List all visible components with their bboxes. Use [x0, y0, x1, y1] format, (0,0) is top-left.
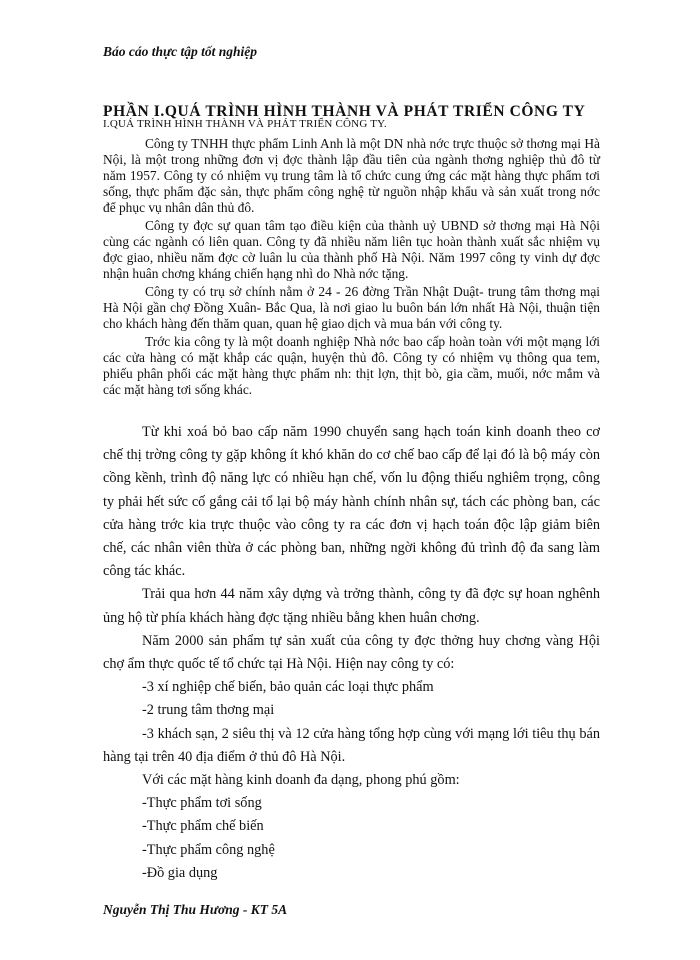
paragraph: Trải qua hơn 44 năm xây dựng và trởng thành, công ty đã đợc sự hoan nghênh ủng hộ từ phía khách hàng đợc tặng nhiều bằng khen huân chơng.	[103, 586, 600, 626]
section-heading	[103, 103, 623, 130]
list-item: -2 trung tâm thơng mại	[142, 702, 275, 719]
page-footer: Nguyễn Thị Thu Hương - KT 5A	[103, 902, 288, 917]
paragraph: Trớc kia công ty là một doanh nghiệp Nhà nớc bao cấp hoàn toàn với một mạng lới các cửa hàng có mặt khắp các quận, huyện thủ đô. Công ty có nhiệm vụ thông qua tem, phiếu phân phối các mặt hàng thực phẩm nh: thịt lợn, thịt bò, gia cầm, muối, nớc mắm và các mặt hàng tơi sống khác.	[103, 334, 600, 397]
section-subtitle: I.QUÁ TRÌNH HÌNH THÀNH VÀ PHÁT TRIỂN CÔNG TY.	[103, 118, 387, 130]
paragraph: Công ty có trụ sở chính nằm ở 24 - 26 đờng Trần Nhật Duật- trung tâm thơng mại Hà Nội gần chợ Đồng Xuân- Bắc Qua, là nơi giao lu buôn bán lớn nhất Hà Nội, thuận tiện cho khách hàng đến thăm quan, quan hệ giao dịch và mua bán với công ty.	[103, 284, 600, 331]
paragraph: Từ khi xoá bỏ bao cấp năm 1990 chuyển sang hạch toán kinh doanh theo cơ chế thị trờng công ty gặp không ít khó khăn do cơ chế bao cấp để lại đó là bộ máy còn cồng kềnh, trình độ năng lực có nhiều hạn chế, vốn lu động thiếu nghiêm trọng, công ty phải hết sức cố gắng cải tổ lại bộ máy hành chính nhân sự, tách các phòng ban, các cửa hàng trớc kia trực thuộc vào công ty ra các đơn vị hạch toán độc lập giảm biên chế, các nhân viên thừa ở các phòng ban, những ngời không đủ trình độ đa sang làm công tác khác.	[103, 424, 600, 580]
page-header: Báo cáo thực tập tốt nghiệp	[103, 44, 257, 59]
paragraph: -3 khách sạn, 2 siêu thị và 12 cửa hàng tổng hợp cùng với mạng lới tiêu thụ bán hàng tại trên 40 địa điểm ở thủ đô Hà Nội.	[103, 725, 600, 765]
section-title: PHẦN I.QUÁ TRÌNH HÌNH THÀNH VÀ PHÁT TRIỂN CÔNG TY	[103, 103, 586, 120]
paragraph: Công ty TNHH thực phẩm Linh Anh là một DN nhà nớc trực thuộc sở thơng mại Hà Nội, là một trong những đơn vị đợc thành lập đầu tiên của ngành thơng nghiệp thủ đô từ năm 1957. Công ty có nhiệm vụ trung tâm là tổ chức cung ứng các mặt hàng thực phẩm tơi sống, thực phẩm đặc sản, thực phẩm công nghệ từ nguồn nhập khẩu và sản xuất trong nớc để phục vụ nhân dân thủ đô.	[103, 136, 600, 215]
list-item: -Thực phẩm tơi sống	[142, 795, 262, 812]
paragraph: Công ty đợc sự quan tâm tạo điều kiện của thành uỷ UBND sở thơng mại Hà Nội cùng các ngành có liên quan. Công ty đã nhiều năm liên tục hoàn thành xuất sắc nhiệm vụ đợc giao, nhiều năm đợc cờ luân lu của thành phố Hà Nội. Năm 1997 công ty vinh dự đợc nhận huân chơng kháng chiến hạng nhì do Nhà nớc tặng.	[103, 218, 600, 281]
list-item: -Thực phẩm chế biến	[142, 818, 264, 835]
paragraph: Với các mặt hàng kinh doanh đa dạng, phong phú gồm:	[142, 772, 460, 789]
list-item: -Đồ gia dụng	[142, 864, 218, 881]
intro-text-block	[103, 136, 600, 400]
main-text-block	[103, 421, 600, 885]
list-item: -Thực phẩm công nghệ	[142, 841, 275, 858]
list-item: -3 xí nghiệp chế biến, bảo quản các loại thực phẩm	[142, 679, 434, 696]
paragraph: Năm 2000 sản phẩm tự sản xuất của công ty đợc thởng huy chơng vàng Hội chợ ẩm thực quốc tế tổ chức tại Hà Nội. Hiện nay công ty có:	[103, 632, 600, 673]
